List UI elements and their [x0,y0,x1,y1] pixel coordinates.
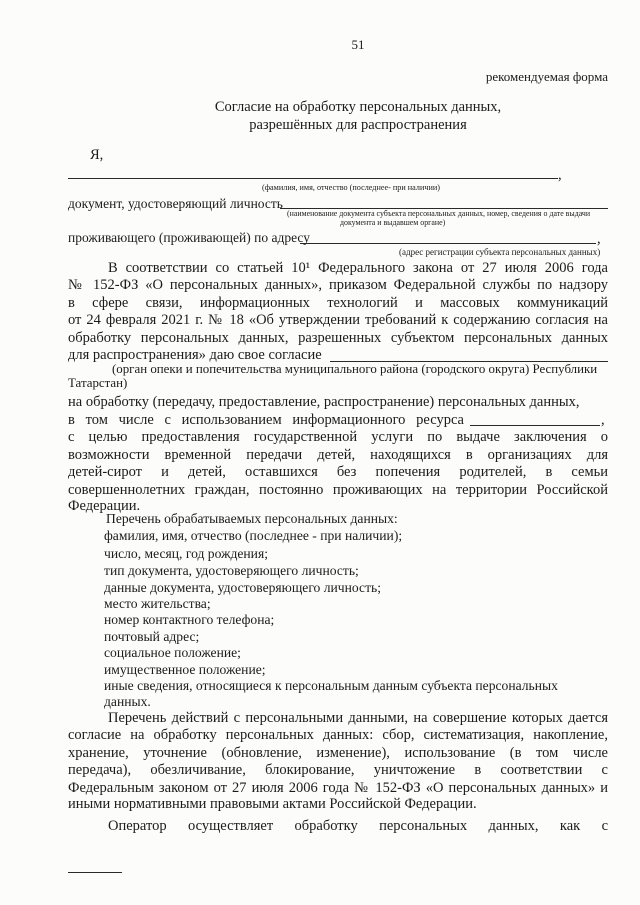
list-item: данные документа, удостоверяющего личность; [104,580,382,595]
address-label: проживающего (проживающей) по адресу [68,230,310,245]
title-line: разрешённых для распространения [249,117,467,133]
name-caption: (фамилия, имя, отчество (последнее- при наличии) [262,183,440,192]
operator-paragraph-line: Оператор осуществляет обработку персональных данных, как с [108,818,608,834]
paragraph-line: с целью предоставления государственной услуги по выдаче заключения о [68,429,608,445]
paragraph-line: В соответствии со статьей 10¹ Федерального закона от 27 июля 2006 года [108,260,608,276]
paragraph-line: иными нормативными правовыми актами Российской Федерации. [68,796,477,812]
paragraph-line: хранение, уточнение (обновление, изменение), использование (в том числе [68,745,608,761]
paragraph-line: Федерации. [68,498,141,514]
list-heading: Перечень обрабатываемых персональных данных: [106,511,398,526]
document-caption: (наименование документа субъекта персональных данных, номер, сведения о дате выдачи [287,209,591,218]
title-line: Согласие на обработку персональных данных, [214,99,502,115]
paragraph-line: передача), обезличивание, блокирование, уничтожение в соответствии с [68,762,608,778]
list-item: имущественное положение; [104,662,266,677]
address-blank-line [300,243,596,244]
pronoun-ya: Я, [90,147,104,163]
paragraph-line: Перечень действий с персональными данными, на совершение которых дается [108,710,608,726]
paragraph-line: детей-сирот и детей, оставшихся без попечения родителей, в семьи [68,464,608,480]
paragraph-line: согласие на обработку персональных данных: сбор, систематизация, накопление, [68,727,608,743]
footnote-separator [68,872,122,873]
address-caption: (адрес регистрации субъекта персональных данных) [399,247,601,257]
name-comma: , [558,167,562,183]
list-item: социальное положение; [104,645,241,660]
paragraph-line: Федеральным законом от 27 июля 2006 года № 152-ФЗ «О персональных данных» и [68,780,608,796]
list-item: данных. [104,694,151,709]
list-item: число, месяц, год рождения; [104,546,268,561]
list-item: тип документа, удостоверяющего личность; [104,563,359,578]
paragraph-line: совершеннолетних граждан, постоянно проживающих на территории Российской [68,482,608,498]
resource-blank-line [470,425,600,426]
address-comma: , [597,231,601,247]
page-number: 51 [351,37,365,52]
resource-comma: , [601,412,605,428]
list-item: фамилия, имя, отчество (последнее - при наличии); [104,528,403,543]
paragraph-line: для распространения» даю свое согласие [68,347,322,363]
list-item: номер контактного телефона; [104,612,275,627]
authority-caption: Татарстан) [68,376,128,390]
paragraph-line: № 152-ФЗ «О персональных данных», приказом Федеральной службы по надзору [68,277,608,293]
paragraph-line: в сфере связи, информационных технологий и массовых коммуникаций [68,295,608,311]
paragraph-line: от 24 февраля 2021 г. № 18 «Об утверждении требований к содержанию согласия на [68,312,608,328]
resource-label: в том числе с использованием информационного ресурса [68,412,464,428]
document-label: документ, удостоверяющий личность [68,196,283,211]
list-item: место жительства; [104,596,211,611]
name-blank-line [68,178,558,179]
authority-caption: (орган опеки и попечительства муниципального района (городского округа) Республики [112,362,598,376]
list-item: почтовый адрес; [104,629,200,644]
paragraph-line: обработку персональных данных, разрешенных субъектом персональных данных [68,330,608,346]
list-item: иные сведения, относящиеся к персональным данным субъекта персональных [104,678,558,693]
document-caption: документа и выдавшем органе) [340,218,446,227]
form-note: рекомендуемая форма [485,69,608,84]
paragraph-line: возможности временной передачи детей, находящихся в организациях для [68,447,608,463]
paragraph-line: на обработку (передачу, предоставление, распространение) персональных данных, [68,394,580,410]
